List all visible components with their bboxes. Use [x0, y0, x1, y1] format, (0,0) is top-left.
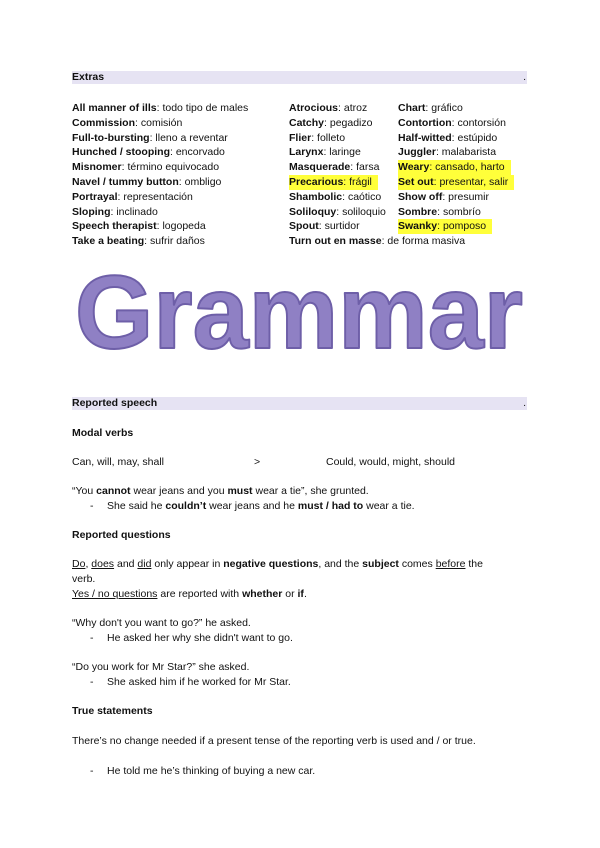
vocab-term: Spout [289, 220, 319, 233]
example-3-reported: - She asked him if he worked for Mr Star. [90, 676, 291, 688]
vocab-definition: todo tipo de males [162, 102, 249, 114]
vocab-term: Hunched / stooping [72, 146, 170, 159]
vocab-term: Full-to-bursting [72, 131, 150, 144]
vocab-definition: estúpido [457, 131, 498, 144]
vocab-item: Shambolic: caótico [289, 190, 382, 203]
vocab-term: Speech therapist [72, 220, 157, 233]
vocab-definition: soliloquio [342, 205, 386, 218]
vocab-item: Hunched / stooping: encorvado [72, 146, 225, 159]
vocab-item: Navel / tummy button: ombligo [72, 176, 222, 188]
grammar-word: Grammar [75, 256, 523, 366]
vocab-definition: surtidor [324, 220, 360, 233]
vocab-item: Juggler: malabarista [398, 146, 497, 159]
grammar-wordart [72, 256, 527, 366]
vocab-definition: lleno a reventar [155, 131, 228, 144]
vocab-definition: atroz [343, 102, 368, 114]
vocab-definition: contorsión [457, 116, 506, 129]
vocab-term: Shambolic [289, 190, 343, 203]
vocab-item: Take a beating: sufrir daños [72, 235, 205, 248]
vocab-item: Soliloquy: soliloquio [289, 205, 386, 218]
vocab-term: Contortion [398, 116, 452, 129]
vocab-definition: presentar, salir [439, 176, 509, 188]
vocab-term: Masquerade [289, 161, 351, 174]
vocab-definition: folleto [317, 131, 346, 144]
example-1-reported: - She said he couldn’t wear jeans and he must / had to wear a tie. [90, 500, 415, 512]
vocab-term: All manner of ills [72, 102, 157, 114]
vocab-definition: pegadizo [329, 116, 373, 129]
vocab-definition: gráfico [431, 102, 463, 114]
vocab-term: Catchy [289, 116, 325, 129]
vocab-definition: frágil [349, 176, 372, 188]
example-2-reported: - He asked her why she didn't want to go. [90, 632, 293, 644]
vocab-item: Contortion: contorsión [398, 116, 506, 129]
vocab-definition: representación [123, 190, 193, 203]
vocab-definition: laringe [329, 146, 361, 159]
vocab-item: Misnomer: término equivocado [72, 161, 220, 174]
example-1: “You cannot wear jeans and you must wear a tie”, she grunted. [72, 485, 369, 497]
vocab-item: Half-witted: estúpido [398, 131, 498, 144]
vocab-item: Swanky: pomposo [398, 219, 492, 234]
vocab-term: Portrayal [72, 190, 118, 203]
modal-verbs-heading: Modal verbs [72, 427, 134, 439]
vocab-term: Sombre [398, 205, 438, 218]
reported-questions-heading: Reported questions [72, 529, 171, 541]
vocab-item: Turn out en masse: de forma masiva [289, 235, 466, 248]
vocab-definition: logopeda [162, 220, 206, 233]
vocab-item: Larynx: laringe [289, 146, 361, 159]
vocab-term: Misnomer [72, 161, 122, 174]
vocab-term: Half-witted [398, 131, 452, 144]
extras-title: Extras [72, 71, 105, 83]
vocab-term: Navel / tummy button [72, 176, 179, 188]
true-statements-heading: True statements [72, 705, 153, 717]
vocab-definition: pomposo [442, 220, 487, 233]
vocab-term: Flier [289, 131, 312, 144]
vocab-definition: farsa [356, 161, 380, 174]
modal-left: Can, will, may, shall [72, 456, 164, 468]
vocab-term: Commission [72, 116, 136, 129]
vocab-definition: caótico [347, 190, 382, 203]
vocab-term: Precarious [289, 176, 344, 188]
vocab-item: Weary: cansado, harto [398, 160, 511, 175]
vocab-item: Catchy: pegadizo [289, 116, 373, 129]
vocab-definition: comisión [140, 116, 183, 129]
modal-right: Could, would, might, should [326, 456, 455, 468]
vocab-definition: sombrío [442, 205, 481, 218]
example-3: “Do you work for Mr Star?” she asked. [72, 661, 250, 673]
vocab-item: Full-to-bursting: lleno a reventar [72, 131, 228, 144]
vocab-term: Larynx [289, 146, 324, 159]
vocab-item: Atrocious: atroz [289, 102, 368, 114]
extras-bar-dot: . [523, 71, 526, 83]
true-statements-rule: There’s no change needed if a present tense of the reporting verb is used and / or true. [72, 735, 476, 747]
vocab-item: Show off: presumir [398, 190, 490, 203]
questions-rule-line-2: verb. [72, 573, 96, 585]
vocab-definition: sufrir daños [150, 235, 205, 248]
vocab-term: Sloping [72, 205, 111, 218]
extras-section-bar [72, 71, 527, 84]
vocab-item: Speech therapist: logopeda [72, 220, 206, 233]
vocab-definition: encorvado [175, 146, 225, 159]
vocab-term: Soliloquy [289, 205, 337, 218]
vocab-definition: cansado, harto [435, 161, 505, 174]
vocab-term: Atrocious [289, 102, 339, 114]
vocab-term: Weary [398, 161, 430, 174]
vocab-term: Juggler [398, 146, 436, 159]
vocab-term: Take a beating [72, 235, 145, 248]
vocab-term: Chart [398, 102, 426, 114]
vocab-definition: término equivocado [127, 161, 220, 174]
true-statements-example: - He told me he’s thinking of buying a new car. [90, 765, 316, 777]
vocab-item: Spout: surtidor [289, 220, 360, 233]
vocab-definition: ombligo [184, 176, 222, 188]
vocab-item: Masquerade: farsa [289, 161, 380, 174]
vocab-term: Show off [398, 190, 443, 203]
modal-arrow: > [254, 456, 261, 468]
reported-title: Reported speech [72, 397, 158, 409]
vocab-definition: de forma masiva [387, 235, 466, 248]
vocab-item: Set out: presentar, salir [398, 175, 514, 190]
vocab-term: Set out [398, 176, 434, 188]
vocab-definition: malabarista [441, 146, 497, 159]
vocab-item: All manner of ills: todo tipo de males [72, 102, 249, 114]
vocab-definition: inclinado [116, 205, 158, 218]
example-2: “Why don't you want to go?” he asked. [72, 617, 251, 629]
vocab-item: Sloping: inclinado [72, 205, 158, 218]
vocab-definition: presumir [448, 190, 490, 203]
vocab-item: Commission: comisión [72, 116, 183, 129]
vocab-item: Sombre: sombrío [398, 205, 481, 218]
vocab-item: Chart: gráfico [398, 102, 463, 114]
yes-no-rule: Yes / no questions are reported with whether or if. [72, 588, 307, 600]
vocab-item: Portrayal: representación [72, 190, 193, 203]
vocab-term: Turn out en masse [289, 235, 382, 248]
vocab-item: Flier: folleto [289, 131, 346, 144]
reported-section-bar [72, 397, 527, 410]
vocab-item: Precarious: frágil [289, 175, 378, 190]
reported-bar-dot: . [523, 397, 526, 409]
vocab-term: Swanky [398, 220, 438, 233]
questions-rule-line-1: Do, does and did only appear in negative questions, and the subject comes before the [72, 558, 483, 570]
